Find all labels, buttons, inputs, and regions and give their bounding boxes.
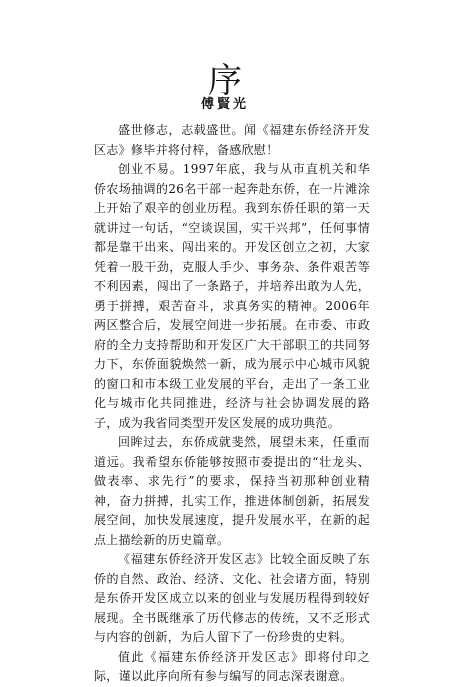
- paragraph: 《福建东侨经济开发区志》比较全面反映了东侨的自然、政治、经济、文化、社会诸方面，特别是东侨开发区成立以来的创业与发展历程得到较好展现。全书既继承了历代修志的传统，又不乏形式与内容的创新，为后人留下了一份珍贵的史料。: [94, 552, 370, 644]
- paragraph: 回眸过去，东侨成就斐然，展望未来，任重而道远。我希望东侨能够按照市委提出的“壮龙头、做表率、求先行”的要求，保持当初那种创业精神，奋力拼搏，扎实工作，推进体制创新，拓展发展空间，加快发展速度，提升发展水平，在新的起点上描绘新的历史篇章。: [94, 435, 370, 547]
- page-title: 序: [208, 60, 242, 101]
- paragraph: 创业不易。1997年底，我与从市直机关和华侨农场抽调的26名干部一起奔赴东侨，在一片滩涂上开始了艰辛的创业历程。我到东侨任职的第一天就讲过一句话，“空谈误国，实干兴邦”，任何事情都是靠干出来、闯出来的。开发区创立之初，大家凭着一股干劲，克服人手少、事务杂、条件艰苦等不利因素，闯出了一条路子，并培养出敢为人先，勇于拼搏，艰苦奋斗，求真务实的精神。2006年两区整合后，发展空间进一步拓展。在市委、市政府的全力支持帮助和开发区广大干部职工的共同努力下，东侨面貌焕然一新，成为展示中心城市风貌的窗口和市本级工业发展的平台，走出了一条工业化与城市化共同推进，经济与社会协调发展的路子，成为我省同类型开发区发展的成功典范。: [94, 162, 370, 430]
- paragraph: 值此《福建东侨经济开发区志》即将付印之际，谨以此序向所有参与编写的同志深表谢意。: [94, 649, 370, 683]
- paragraph: 盛世修志，志载盛世。闻《福建东侨经济开发区志》修毕并将付梓，备感欣慰！: [94, 123, 370, 157]
- author-name: 傅賢光: [200, 97, 249, 112]
- preface-body: [94, 121, 370, 687]
